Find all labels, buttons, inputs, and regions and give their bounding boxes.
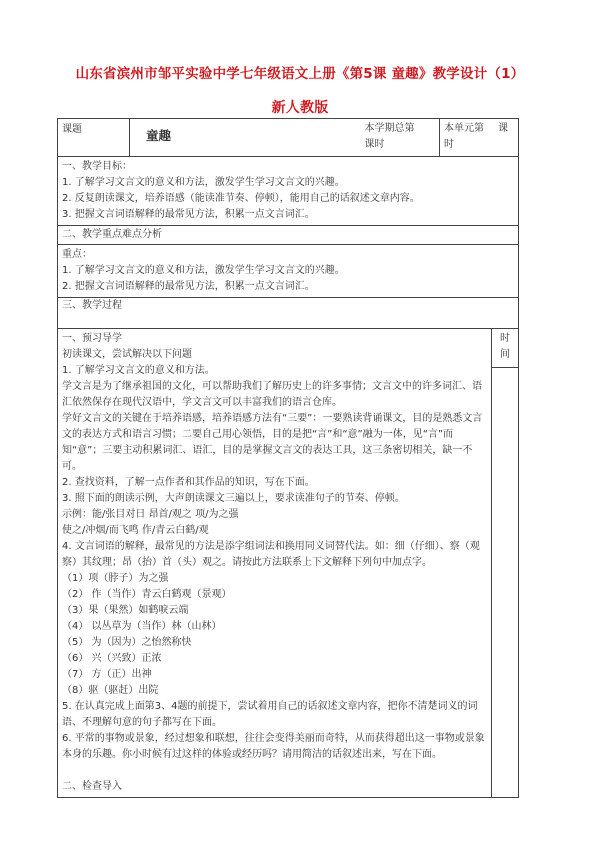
- term-total-label: [333, 119, 440, 157]
- term-total-unit: 课时: [364, 139, 385, 150]
- process-content: [58, 329, 492, 798]
- process-line: （3）果（果然）如鹤唳云端: [62, 605, 189, 616]
- process-heading-row: [58, 298, 519, 329]
- process-line: 3. 照下面的朗读示例，大声朗读课文三遍以上，要求读准句子的节奏、停顿。: [62, 493, 405, 504]
- process-line: （7） 方（正）出神: [62, 669, 152, 680]
- unit-text: 本单元第: [444, 123, 484, 134]
- objective-item: 2. 反复朗读课文，培养语感（能读准节奏、停顿），能用自己的话叙述文章内容。: [62, 193, 420, 204]
- process-line: 使之/冲烟/而飞鸣 作/青云白鹤/观: [62, 525, 209, 536]
- unit-label: [440, 119, 519, 157]
- term-total-text: 本学期总第: [364, 123, 415, 134]
- key-point-item: 1. 了解学习文言文的意义和方法，激发学生学习文言文的兴趣。: [62, 265, 345, 276]
- process-time-header-row: [58, 329, 519, 368]
- process-line: （2） 作（当作）青云白鹤观（景观）: [62, 589, 232, 600]
- document-subtitle: 新人教版: [271, 100, 329, 116]
- key-points-row: [58, 245, 519, 298]
- process-line: （1）项（脖子）为之强: [62, 573, 169, 584]
- process-line: 学好文言文的关键在于培养语感，培养语感方法有“三要”：一要熟读背诵课文，目的是熟悉文言文的表达方式和语言习惯；二要自己用心领悟，目的是把“言”和“意”融为一体，见“言”而知“意”；三要主动积累词汇、语汇，目的是掌握文言文的表达工具，这三条密切相关，缺一不可。: [62, 413, 483, 472]
- process-heading: 三、教学过程: [58, 298, 519, 329]
- key-points-heading-row: [58, 226, 519, 245]
- process-line: 一、预习导学: [62, 333, 122, 344]
- objective-item: 1. 了解学习文言文的意义和方法，激发学生学习文言文的兴趣。: [62, 177, 345, 188]
- process-line: 示例：能/张目对日 昂首/观之 项/为之强: [62, 509, 239, 520]
- topic-value-cell: [130, 119, 333, 157]
- topic-value: 童趣: [146, 128, 172, 143]
- key-points-label: 重点：: [62, 249, 92, 260]
- header-row: [58, 119, 519, 157]
- time-label-text: 时间: [500, 333, 510, 360]
- objective-item: 3. 把握文言词语解释的最常见方法，积累一点文言词汇。: [62, 209, 315, 220]
- process-line: 2. 查找资料，了解一点作者和其作品的知识，写在下面。: [62, 477, 315, 488]
- process-line: （6） 兴（兴致）正浓: [62, 653, 162, 664]
- process-line: 5. 在认真完成上面第3、4题的前提下，尝试着用自己的话叙述文章内容，把你不清楚词义的词语、不理解句意的句子都写在下面。: [62, 701, 478, 728]
- process-line: 1. 了解学习文言文的意义和方法。: [62, 365, 215, 376]
- process-line-blank: [62, 763, 487, 779]
- process-line: 4. 文言词语的解释，最常见的方法是添字组词法和换用同义词替代法。如：细（仔细）、察（观察）其纹理；昂（抬）首（头）观之。请按此方法联系上下文解释下列句中加点字。: [62, 541, 480, 568]
- unit-unit: 课时: [444, 123, 508, 150]
- key-point-item: 2. 把握文言词语解释的最常见方法，积累一点文言词汇。: [62, 281, 315, 292]
- process-line: （4） 以丛草为（当作）林（山林）: [62, 621, 222, 632]
- key-points-heading: 二、教学重点难点分析: [58, 226, 519, 245]
- time-label: [492, 329, 519, 368]
- process-line: 二、检查导入: [62, 781, 122, 792]
- objectives-row: [58, 157, 519, 226]
- time-value-cell: [492, 368, 519, 798]
- topic-label: 课题: [58, 119, 130, 157]
- process-line: 6. 平常的事物或景象，经过想象和联想，往往会变得美丽而奇特，从而获得超出这一事物或景象本身的乐趣。你小时候有过这样的体验或经历吗？请用简洁的话叙述出来，写在下面。: [62, 733, 485, 760]
- objectives-heading: 一、教学目标：: [62, 161, 132, 172]
- process-line: 初读课文，尝试解决以下问题: [62, 349, 192, 360]
- process-line: （8）驱（驱赶）出院: [62, 685, 159, 696]
- document-title: 山东省滨州市邹平实验中学七年级语文上册《第5课 童趣》教学设计（1）: [75, 66, 525, 82]
- process-line: （5） 为（因为）之怡然称快: [62, 637, 192, 648]
- process-line: 学文言是为了继承祖国的文化，可以帮助我们了解历史上的许多事情；文言文中的许多词汇、语汇依然保存在现代汉语中，学文言文可以丰富我们的语言仓库。: [62, 381, 482, 408]
- lesson-plan-table: [57, 118, 519, 798]
